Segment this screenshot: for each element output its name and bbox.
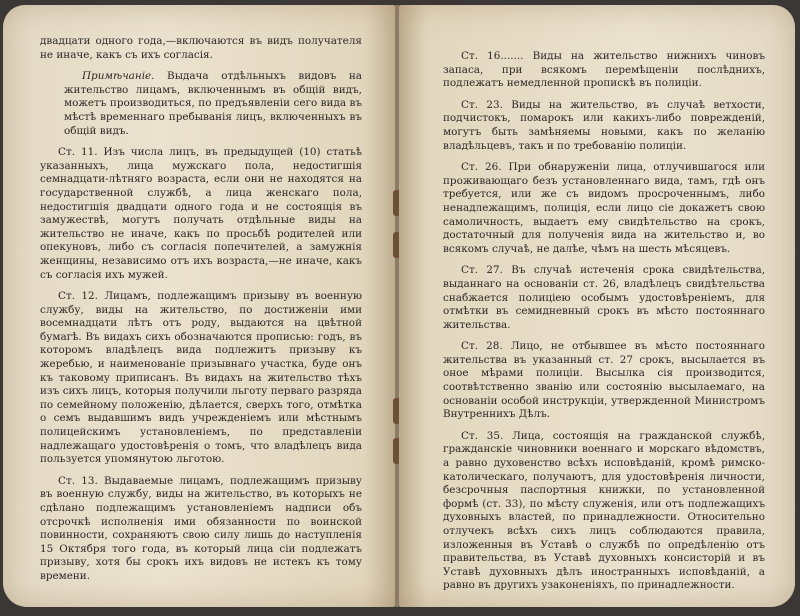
- article-13: Ст. 13. Выдаваемые лицамъ, подлежащимъ призыву въ военную службу, виды на жительство, въ которыхъ не сдѣлано подлежащимъ установленіемъ надписи объ отсрочкѣ исполненія ими обязанности по воинской повинности, сохраняютъ свою силу лишь до наступленія 15 Октября того года, въ который лица сіи подлежатъ призыву, хотя бы срокъ ихъ видовъ не истекъ къ тому времени.: [40, 474, 362, 582]
- note-label: Примѣчаніе.: [82, 70, 155, 83]
- paragraph-continuation: двадцати одного года,—включаются въ видъ получателя не иначе, какъ съ ихъ согласія.: [40, 35, 362, 61]
- article-23: Ст. 23. Виды на жительство, въ случаѣ ветхости, подчистокъ, помарокъ или какихъ-либо поврежденій, могутъ быть замѣняемы новыми, какъ по желанію владѣльцевъ, такъ и по требованію полиціи.: [443, 98, 765, 152]
- note-text: Выдача отдѣльныхъ видовъ на жительство лицамъ, включеннымъ въ общій видъ, можетъ производиться, по предъявленіи сего вида въ мѣстѣ временнаго пребыванія лицъ, включенныхъ въ общій видъ.: [64, 70, 362, 137]
- left-page: [3, 5, 395, 607]
- article-27: Ст. 27. Въ случаѣ истеченія срока свидѣтельства, выданнаго на основаніи ст. 26, владѣлецъ свидѣтельства снабжается полиціею особымъ удостовѣреніемъ, для отмѣтки въ семидневный срокъ въ мѣсто постояннаго жительства.: [443, 264, 765, 331]
- right-page-text: [443, 50, 765, 601]
- article-12: Ст. 12. Лицамъ, подлежащимъ призыву въ военную службу, виды на жительство, по достиженіи ими восемнадцати лѣтъ отъ роду, выдаются на цвѣтной бумагѣ. Въ видахъ сихъ обозначаются прописью: годъ, въ которомъ владѣлецъ вида подлежитъ призыву къ жеребью, и наименованіе призывнаго участка, буде онъ къ таковому приписанъ. Въ видахъ на жительство тѣхъ изъ сихъ лицъ, которыя получили льготу перваго разряда по семейному положенію, дѣлается, сверхъ того, отмѣтка о семъ выдавшимъ видъ учрежденіемъ или мѣстнымъ полицейскимъ установленіемъ, по представленіи надлежащаго удостовѣренія о томъ, что владѣлецъ вида пользуется упомянутою льготою.: [40, 290, 362, 466]
- article-16: Ст. 16....... Виды на жительство нижнихъ чиновъ запаса, при всякомъ перемѣщеніи послѣднихъ, подлежатъ немедленной пропискѣ въ полиціи.: [443, 50, 765, 90]
- note-paragraph: [64, 70, 362, 138]
- left-page-text: [40, 35, 362, 592]
- article-26: Ст. 26. При обнаруженіи лица, отлучившагося или проживающаго безъ установленнаго вида, тамъ, гдѣ онъ требуется, или же съ видомъ просроченнымъ, либо ненадлежащимъ, полиція, если лицо сіе докажетъ свою самоличность, выдаетъ ему свидѣтельство на срокъ, достаточный для полученія вида на жительство и, во всякомъ случаѣ, не далѣе, чѣмъ на шесть мѣсяцевъ.: [443, 161, 765, 255]
- right-page: [399, 5, 795, 607]
- article-11: Ст. 11. Изъ числа лицъ, въ предыдущей (10) статьѣ указанныхъ, лица мужскаго пола, недостигшія семнадцати-лѣтняго возраста, если они не находятся на государственной службѣ, а лица женскаго пола, недостигшія двадцати одного года и не состоящія въ замужествѣ, могутъ получать отдѣльные виды на жительство не иначе, какъ по просьбѣ родителей или опекуновъ, либо съ согласія попечителей, а замужнія женщины, независимо отъ ихъ возраста,—не иначе, какъ съ согласія ихъ мужей.: [40, 146, 362, 281]
- article-35: Ст. 35. Лица, состоящія на гражданской службѣ, гражданскіе чиновники военнаго и морскаго вѣдомствъ, а равно духовенство всѣхъ исповѣданій, кромѣ римско-католическаго, получаютъ, для удостовѣренія личности, безсрочныя паспортныя книжки, по установленной формѣ (ст. 33), по мѣсту служенія, или отъ подлежащихъ духовныхъ властей, по принадлежности. Относительно отлучекъ всѣхъ сихъ лицъ соблюдаются правила, изложенныя въ Уставѣ о службѣ по опредѣленію отъ правительства, въ Уставѣ духовныхъ консисторій и въ Уставѣ духовныхъ дѣлъ иностранныхъ исповѣданій, а равно въ другихъ узаконеніяхъ, по принадлежности.: [443, 429, 765, 592]
- article-28: Ст. 28. Лицо, не отбывшее въ мѣсто постояннаго жительства въ указанный ст. 27 срокъ, высылается въ оное мѣрами полиціи. Высылка сія производится, соотвѣтственно званію или состоянію высылаемаго, на основаніи особой инструкціи, утвержденной Министромъ Внутреннихъ Дѣлъ.: [443, 340, 765, 421]
